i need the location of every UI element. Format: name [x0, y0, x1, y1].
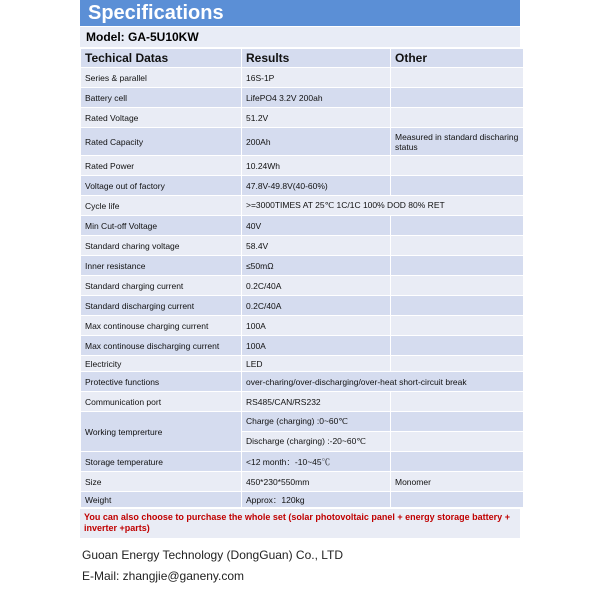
- row-other: [391, 88, 524, 108]
- row-value: <12 month：-10~45℃: [242, 452, 391, 472]
- table-row: [81, 108, 524, 128]
- page-title: Specifications: [80, 0, 520, 26]
- table-row: [81, 392, 524, 412]
- row-label: Standard charing voltage: [81, 236, 242, 256]
- row-label: Communication port: [81, 392, 242, 412]
- row-other: [391, 256, 524, 276]
- row-label: Weight: [81, 492, 242, 508]
- row-label: Electricity: [81, 356, 242, 372]
- purchase-note: You can also choose to purchase the whole set (solar photovoltaic panel + energy storage battery + inverter +parts): [80, 508, 520, 538]
- row-label: Standard charging current: [81, 276, 242, 296]
- table-row: [81, 412, 524, 432]
- row-label: Battery cell: [81, 88, 242, 108]
- contact-email: E-Mail: zhangjie@ganeny.com: [82, 569, 245, 583]
- row-label: Max continouse charging current: [81, 316, 242, 336]
- row-value: RS485/CAN/RS232: [242, 392, 391, 412]
- row-value: 51.2V: [242, 108, 391, 128]
- row-other: [391, 276, 524, 296]
- table-row: [81, 176, 524, 196]
- row-label: Inner resistance: [81, 256, 242, 276]
- table-row: [81, 316, 524, 336]
- spec-sheet: [80, 0, 520, 538]
- table-row: [81, 68, 524, 88]
- row-label: Series & parallel: [81, 68, 242, 88]
- row-label: Standard discharging current: [81, 296, 242, 316]
- row-other: [391, 236, 524, 256]
- table-row: [81, 372, 524, 392]
- header-technical-datas: Techical Datas: [81, 49, 242, 68]
- row-other: Measured in standard discharing status: [391, 128, 524, 156]
- row-label: Max continouse discharging current: [81, 336, 242, 356]
- row-other: [391, 216, 524, 236]
- row-value: ≤50mΩ: [242, 256, 391, 276]
- table-row: [81, 256, 524, 276]
- row-other: [391, 296, 524, 316]
- row-other: [391, 68, 524, 88]
- row-other: [391, 316, 524, 336]
- header-results: Results: [242, 49, 391, 68]
- row-other: [391, 108, 524, 128]
- row-value: LED: [242, 356, 391, 372]
- table-header-row: [81, 49, 524, 68]
- row-value: 100A: [242, 316, 391, 336]
- table-row: [81, 196, 524, 216]
- company-name: Guoan Energy Technology (DongGuan) Co., LTD: [82, 548, 344, 562]
- row-label: Min Cut-off Voltage: [81, 216, 242, 236]
- row-other: Monomer: [391, 472, 524, 492]
- row-other: [391, 432, 524, 452]
- row-value: 10.24Wh: [242, 156, 391, 176]
- row-other: [391, 156, 524, 176]
- table-row: [81, 472, 524, 492]
- row-other: [391, 452, 524, 472]
- row-other: [391, 336, 524, 356]
- table-row: [81, 356, 524, 372]
- row-other: [391, 492, 524, 508]
- table-row: [81, 88, 524, 108]
- row-label: Size: [81, 472, 242, 492]
- row-label: Storage temperature: [81, 452, 242, 472]
- row-other: [391, 356, 524, 372]
- row-value: Approx：120kg: [242, 492, 391, 508]
- row-other: [391, 412, 524, 432]
- table-row: [81, 452, 524, 472]
- header-other: Other: [391, 49, 524, 68]
- table-row: [81, 492, 524, 508]
- row-value: 40V: [242, 216, 391, 236]
- row-value: 200Ah: [242, 128, 391, 156]
- row-value: 16S-1P: [242, 68, 391, 88]
- table-row: [81, 276, 524, 296]
- model-label: Model: GA-5U10KW: [80, 26, 520, 48]
- row-value: 0.2C/40A: [242, 276, 391, 296]
- row-value: LifePO4 3.2V 200ah: [242, 88, 391, 108]
- row-value: >=3000TIMES AT 25℃ 1C/1C 100% DOD 80% RET: [242, 196, 524, 216]
- row-label: Cycle life: [81, 196, 242, 216]
- row-value: over-charing/over-discharging/over-heat short-circuit break: [242, 372, 524, 392]
- spec-table: [80, 48, 524, 508]
- row-value: Charge (charging) :0~60℃: [242, 412, 391, 432]
- row-label: Rated Voltage: [81, 108, 242, 128]
- row-other: [391, 176, 524, 196]
- table-row: [81, 296, 524, 316]
- row-label: Voltage out of factory: [81, 176, 242, 196]
- row-other: [391, 392, 524, 412]
- row-value: 100A: [242, 336, 391, 356]
- row-value: 47.8V-49.8V(40-60%): [242, 176, 391, 196]
- row-value: 0.2C/40A: [242, 296, 391, 316]
- row-label: Protective functions: [81, 372, 242, 392]
- table-row: [81, 156, 524, 176]
- row-label: Rated Power: [81, 156, 242, 176]
- table-row: [81, 336, 524, 356]
- row-label: Working temprerture: [81, 412, 242, 452]
- table-row: [81, 128, 524, 156]
- table-row: [81, 216, 524, 236]
- row-value: 58.4V: [242, 236, 391, 256]
- table-row: [81, 236, 524, 256]
- row-value: 450*230*550mm: [242, 472, 391, 492]
- row-value-2: Discharge (charging) :-20~60℃: [242, 432, 391, 452]
- row-label: Rated Capacity: [81, 128, 242, 156]
